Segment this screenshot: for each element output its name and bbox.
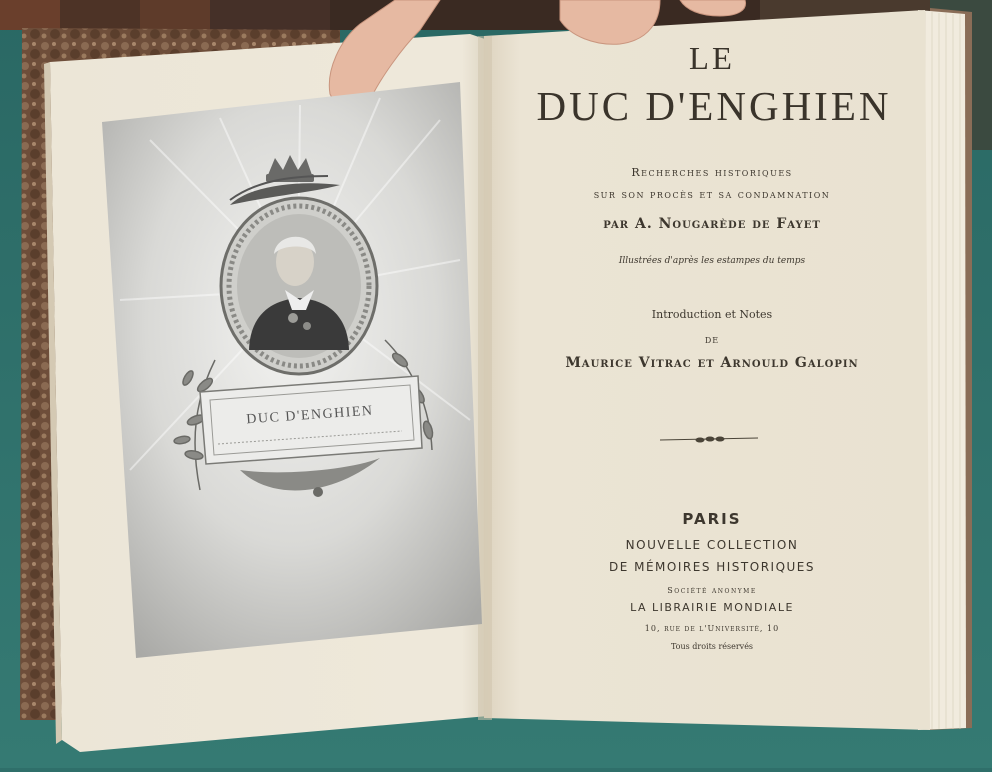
subtitle-line2: sur son procès et sa condamnation	[593, 188, 831, 201]
city-line: PARIS	[682, 510, 742, 528]
title-page	[492, 30, 932, 720]
frontispiece-plate	[102, 82, 482, 658]
rights-line: Tous droits réservés	[670, 642, 754, 651]
publisher-line: LA LIBRAIRIE MONDIALE	[630, 601, 794, 614]
address-line: 10, rue de l'Université, 10	[644, 624, 780, 633]
collection-line1: NOUVELLE COLLECTION	[625, 538, 799, 552]
title-le: LE	[689, 40, 735, 76]
collection-line2: DE MÉMOIRES HISTORIQUES	[608, 560, 816, 574]
subtitle-line1: Recherches historiques	[631, 166, 793, 179]
editors-line: Maurice Vitrac et Arnould Galopin	[565, 355, 859, 371]
de-line: DE	[704, 336, 720, 345]
frontispiece-caption: DUC D'ENGHIEN	[245, 403, 375, 428]
title-main: DUC D'ENGHIEN	[536, 83, 892, 129]
intro-line: Introduction et Notes	[651, 308, 773, 321]
author-line: par A. Nougarède de Fayet	[603, 216, 821, 232]
company-line: Société anonyme	[667, 586, 757, 595]
illustrations-line: Illustrées d'après les estampes du temps	[618, 256, 806, 266]
